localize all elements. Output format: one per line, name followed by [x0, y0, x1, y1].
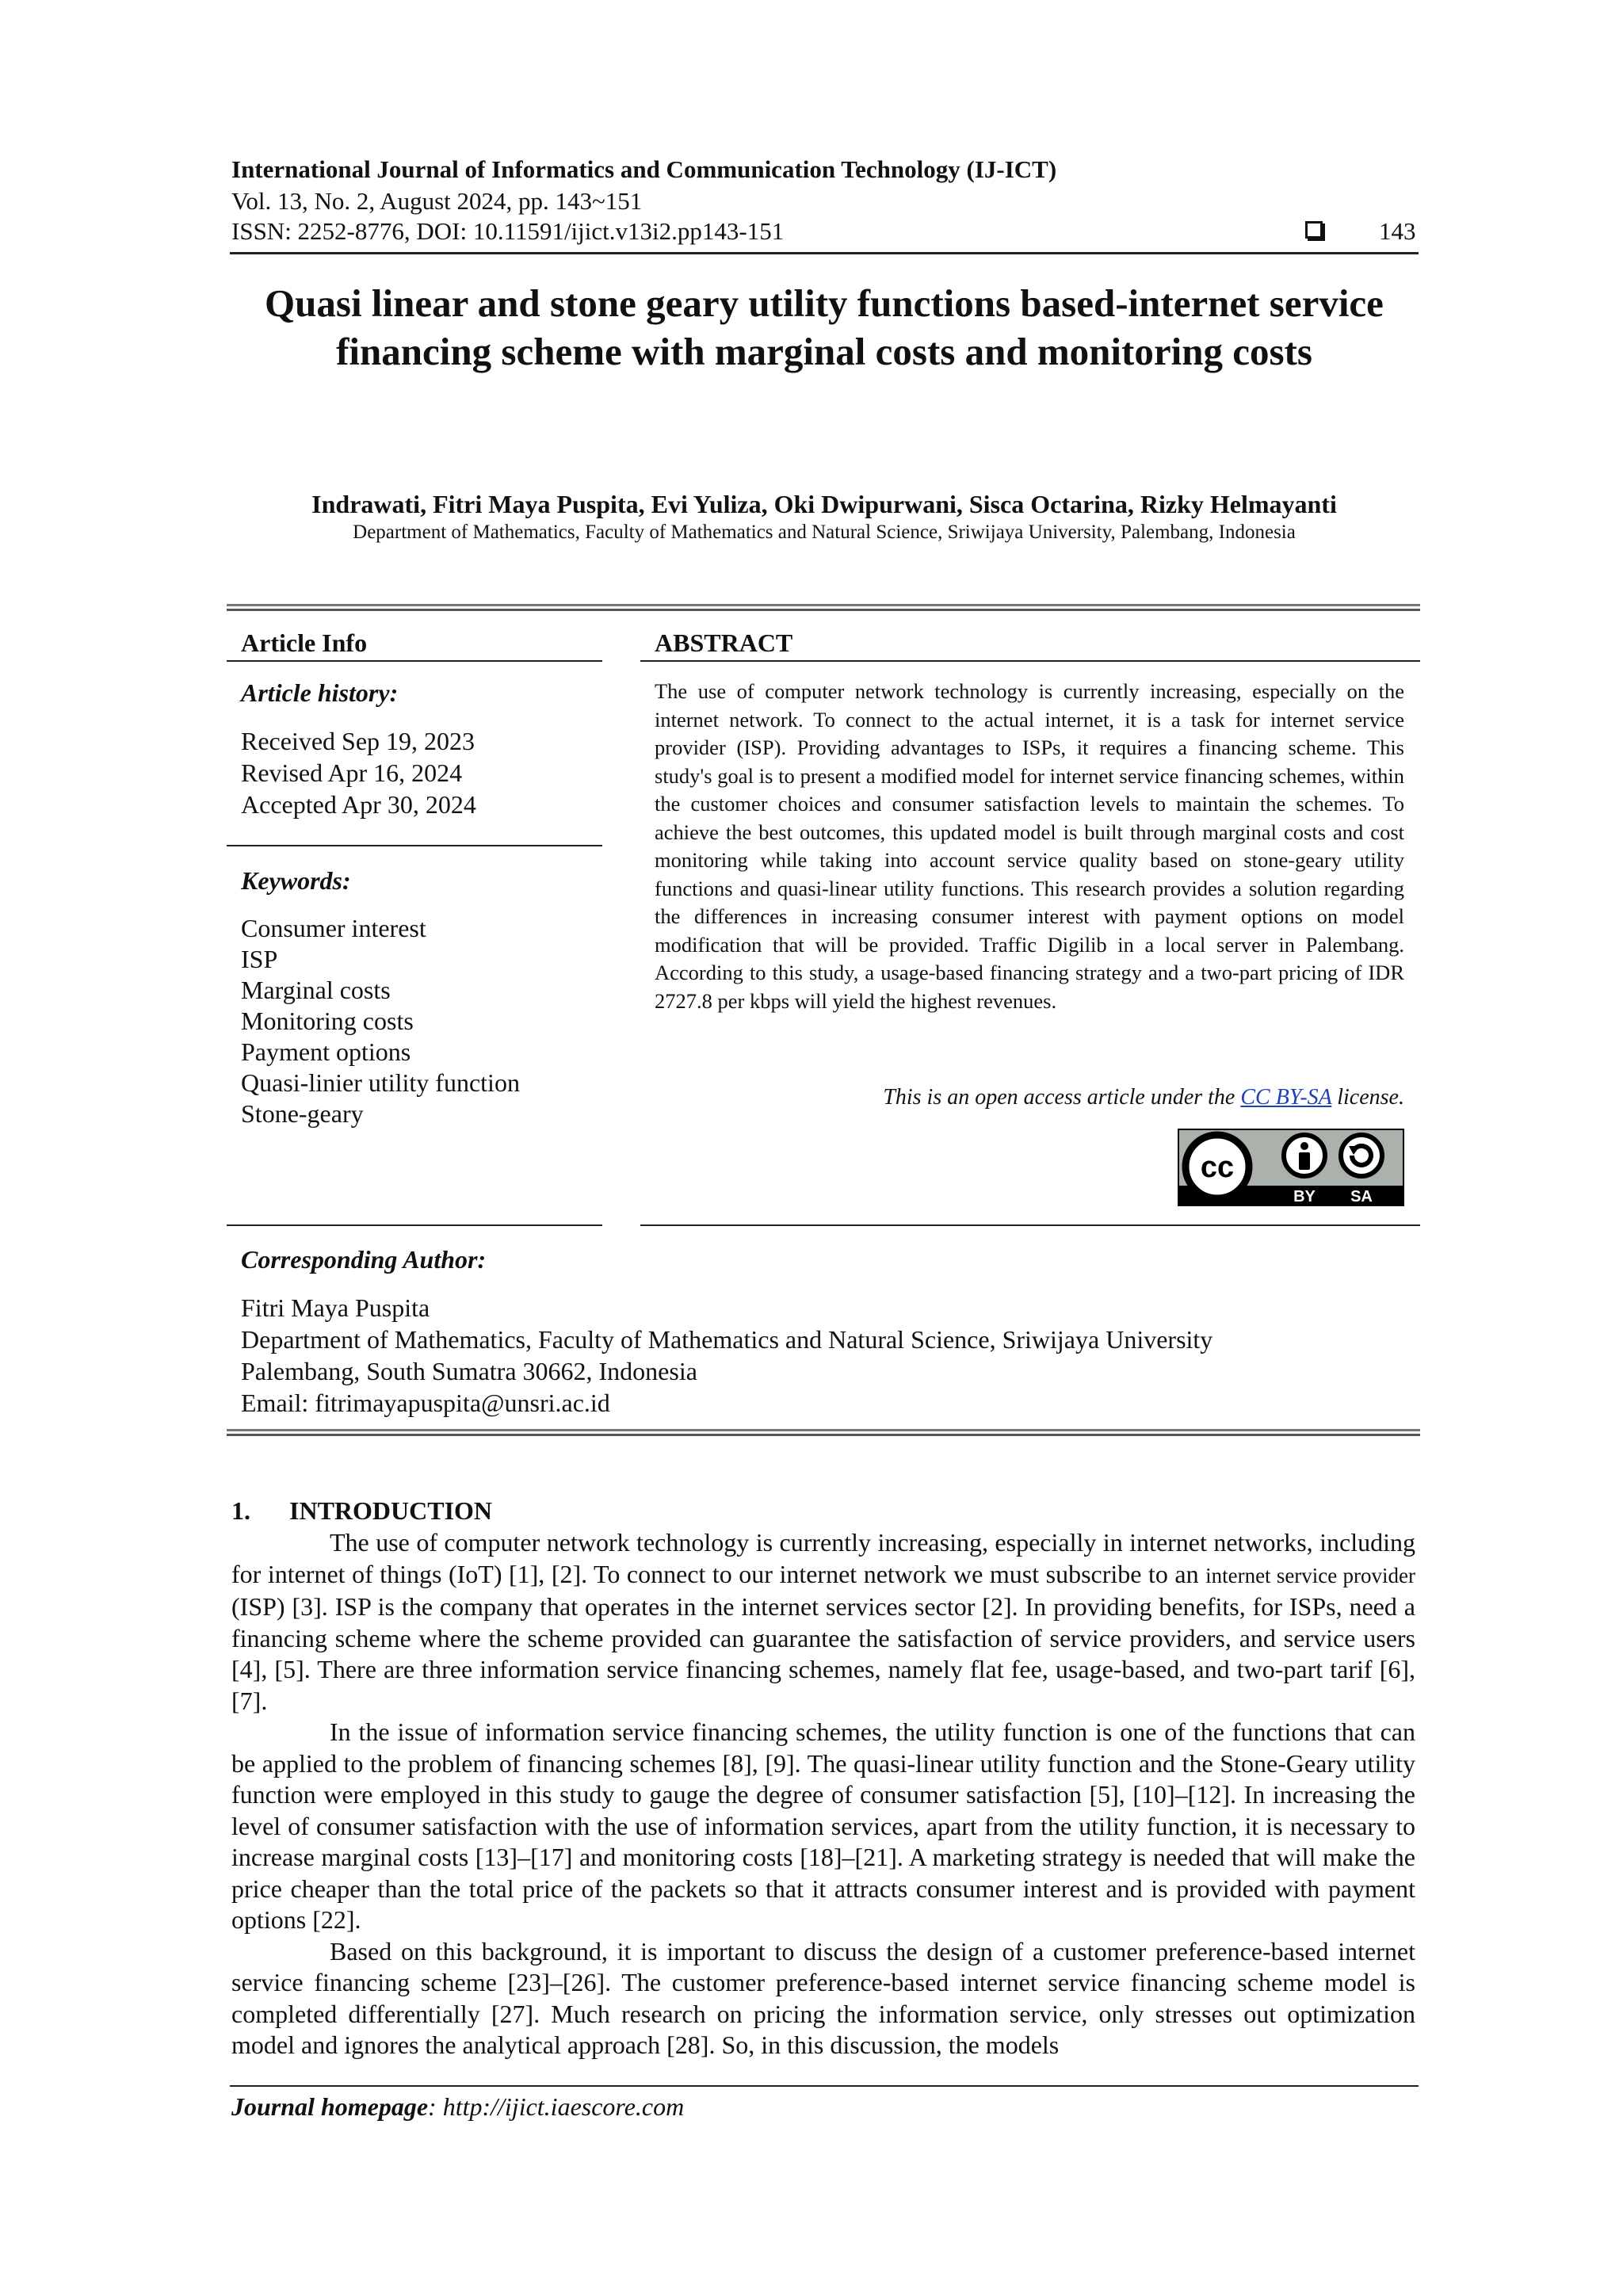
journal-homepage	[231, 2092, 684, 2122]
footer-url[interactable]: : http://ijict.iaescore.com	[428, 2092, 685, 2121]
corresponding-email: Email: fitrimayapuspita@unsri.ac.id	[241, 1389, 610, 1417]
license-suffix: license.	[1331, 1085, 1404, 1110]
affiliation: Department of Mathematics, Faculty of Mathematics and Natural Science, Sriwijaya University, Palembang, Indonesia	[353, 521, 1296, 543]
journal-title: International Journal of Informatics and Communication Technology (IJ-ICT)	[231, 155, 1057, 183]
footer-rule	[230, 2085, 1419, 2087]
corresponding-author-block	[241, 1292, 1212, 1419]
abstract-text: The use of computer network technology is currently increasing, especially on the internet network. To connect to the actual internet, it is a task for internet service provider (ISP). Providing advantages to ISPs, it requires a financing scheme. This study's goal is to present a modified model for internet service financing schemes, within the customer choices and consumer satisfaction levels to maintain the schemes. To achieve the best outcomes, this updated model is built through marginal costs and cost monitoring while taking into account service quality based on stone-geary utility functions and quasi-linear utility functions. This research provides a solution regarding the differences in increasing consumer interest with payment options on model modification that will be provided. Traffic Digilib in a local server in Palembang. According to this study, a usage-based financing strategy and a two-part pricing of IDR 2727.8 per kbps will yield the highest revenues.	[655, 679, 1404, 1013]
page-number: 143	[1379, 217, 1416, 245]
intro-p1-text-a: The use of computer network technology is currently increasing, especially in internet networks, including for internet of things (IoT) [1], [2]. To connect to our internet network we must subscribe to an	[231, 1528, 1415, 1588]
section-heading	[231, 1496, 492, 1526]
keyword-item: Stone-geary	[241, 1099, 364, 1128]
intro-paragraph-2: In the issue of information service financing schemes, the utility function is one of the functions that can be applied to the problem of financing schemes [8], [9]. The quasi-linear utility function and the Stone-Geary utility function were employed in this study to gauge the degree of consumer satisfaction [5], [10]–[12]. In increasing the level of consumer satisfaction with the use of information services, apart from the utility function, it is necessary to increase marginal costs [13]–[17] and monitoring costs [18]–[21]. A marketing strategy is needed that will make the price cheaper than the total price of the packets so that it attracts consumer interest and is provided with payment options [22].	[231, 1717, 1415, 1934]
abstract-rule	[640, 660, 1420, 662]
footer-label: Journal homepage	[231, 2092, 429, 2121]
keyword-item: Monitoring costs	[241, 1007, 414, 1035]
corresponding-name: Fitri Maya Puspita	[241, 1293, 430, 1322]
abstract-heading: ABSTRACT	[655, 628, 793, 657]
abstract-bottom-rule	[640, 1224, 1420, 1226]
cc-by-sa-badge-icon[interactable]	[1178, 1129, 1404, 1206]
square-bullet-icon	[1305, 221, 1323, 239]
received-date: Received Sep 19, 2023	[241, 727, 475, 755]
section-number: 1.	[231, 1496, 250, 1525]
intro-p1-text-b: (ISP) [3]. ISP is the company that operates in the internet services sector [2]. In providing benefits, for ISPs, need a financing scheme where the scheme provided can guarantee the satisfaction of service providers, and service users [4], [5]. There are three information service financing schemes, namely flat fee, usage-based, and two-part tarif [6], [7].	[231, 1592, 1415, 1715]
revised-date: Revised Apr 16, 2024	[241, 758, 463, 787]
keywords-heading: Keywords:	[241, 866, 351, 895]
header-rule	[230, 252, 1419, 254]
keyword-item: Marginal costs	[241, 976, 391, 1004]
accepted-date: Accepted Apr 30, 2024	[241, 790, 476, 819]
front-matter-bottom-rule	[227, 1429, 1420, 1436]
history-rule	[227, 845, 602, 846]
introduction-body	[231, 1527, 1415, 2061]
intro-paragraph-3: Based on this background, it is important to discuss the design of a customer preference-based internet service financing scheme [23]–[26]. The customer preference-based internet service financing scheme model is completed differentially [27]. Much research on pricing the information service, only stresses out optimization model and ignores the analytical approach [28]. So, in this discussion, the models	[231, 1936, 1415, 2059]
article-info-rule	[227, 660, 602, 662]
keyword-list	[241, 913, 520, 1129]
license-link[interactable]: CC BY-SA	[1240, 1085, 1332, 1110]
article-info-heading: Article Info	[241, 628, 368, 657]
keywords-rule	[227, 1224, 602, 1226]
journal-issn: ISSN: 2252-8776, DOI: 10.11591/ijict.v13i2.pp143-151	[231, 217, 785, 245]
badge-sa-text: SA	[1350, 1188, 1373, 1205]
author-list: Indrawati, Fitri Maya Puspita, Evi Yuliza, Oki Dwipurwani, Sisca Octarina, Rizky Helmayanti	[311, 490, 1337, 518]
license-prefix: This is an open access article under the	[883, 1085, 1241, 1110]
section-title: INTRODUCTION	[289, 1496, 493, 1525]
keyword-item: Payment options	[241, 1037, 411, 1066]
license-statement	[655, 1085, 1404, 1110]
paper-title: Quasi linear and stone geary utility functions based-internet service financing scheme with marginal costs and monitoring costs	[265, 281, 1384, 373]
corresponding-department: Department of Mathematics, Faculty of Mathematics and Natural Science, Sriwijaya University	[241, 1325, 1213, 1354]
article-history-dates	[241, 725, 476, 820]
info-top-double-rule	[227, 604, 1420, 611]
intro-p1-small-text: internet service provider	[1205, 1563, 1415, 1587]
corresponding-author-heading: Corresponding Author:	[241, 1245, 487, 1274]
badge-by-text: BY	[1293, 1188, 1316, 1205]
keyword-item: Consumer interest	[241, 914, 426, 942]
article-history-heading: Article history:	[241, 678, 399, 707]
intro-paragraph-1	[231, 1527, 1415, 1717]
keyword-item: ISP	[241, 945, 278, 973]
keyword-item: Quasi-linier utility function	[241, 1068, 520, 1097]
badge-cc-text: cc	[1200, 1151, 1235, 1184]
corresponding-address: Palembang, South Sumatra 30662, Indonesia	[241, 1357, 697, 1385]
journal-volume: Vol. 13, No. 2, August 2024, pp. 143~151	[231, 187, 643, 215]
